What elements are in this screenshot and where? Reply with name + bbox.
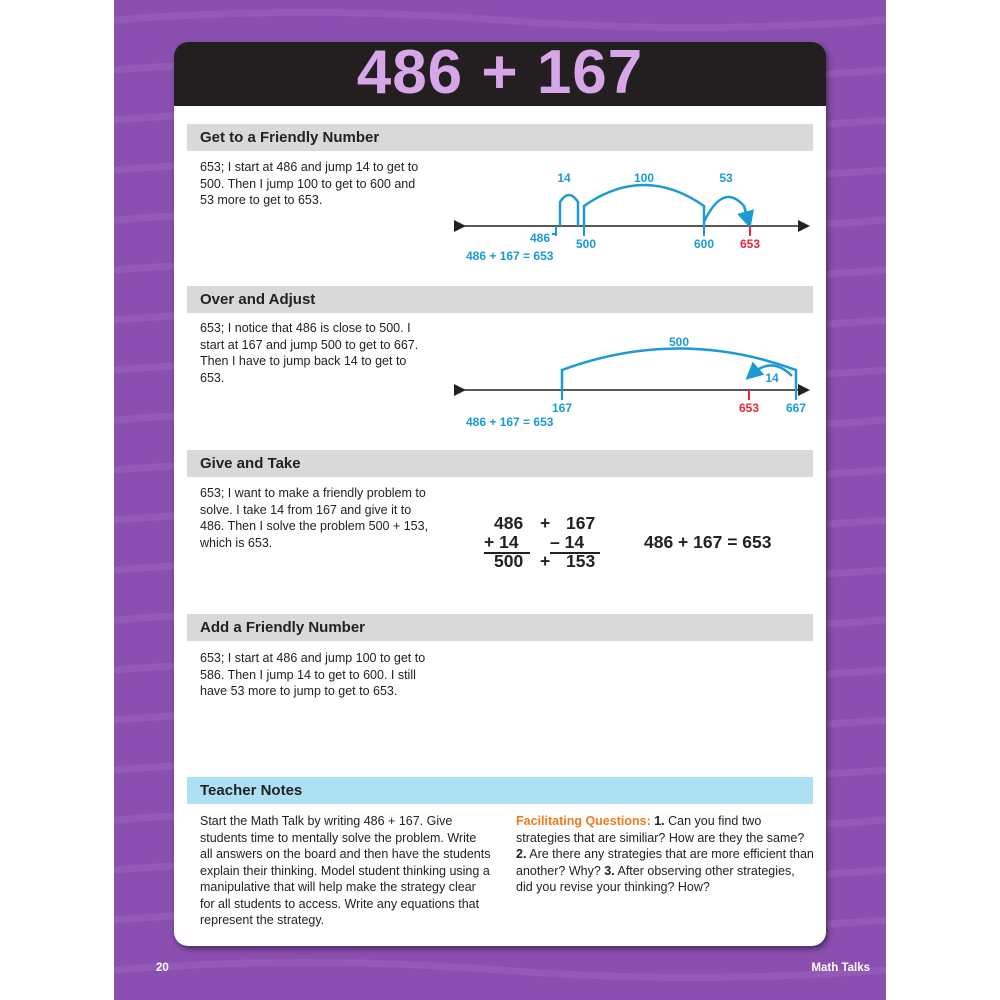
teacher-notes-left: Start the Math Talk by writing 486 + 167. Give students time to mentally solve the problem. Write all answers on the board and then have the students explain their thinking. Model student thinking using a manipulative that will help make the strategy clear for all students to access. Write any equations that represent the strategy. (200, 814, 491, 927)
diagram-equation: 486 + 167 = 653 (466, 415, 554, 429)
tick-label: 667 (785, 401, 807, 415)
tick-label: 600 (693, 237, 715, 251)
section-header-over-and-adjust (187, 286, 813, 313)
strategy-text: 653; I want to make a friendly problem to solve. I take 14 from 167 and give it to 486. Then I solve the problem 500 + 153, which is 653. (200, 486, 429, 550)
question-number: 2. (516, 847, 527, 861)
book-title: Math Talks (811, 962, 870, 974)
question-text: Are there any strategies that are more efficient than another? Why? (516, 847, 814, 878)
page-title: 486 + 167 (356, 42, 644, 107)
calc-value: 486 (494, 513, 524, 533)
strategy-text: 653; I notice that 486 is close to 500. I start at 167 and jump 500 to get to 667. Then I have to jump back 14 to get to 653. (200, 321, 419, 385)
calc-adjust: + 14 (484, 533, 530, 554)
question-text: After observing other strategies, did you revise your thinking? How? (516, 863, 795, 894)
section-header-give-and-take (187, 450, 813, 477)
give-and-take-calculation (478, 514, 610, 571)
tick-label: 167 (551, 401, 573, 415)
facilitating-questions (516, 813, 814, 896)
section-header-get-to-friendly-number (187, 124, 813, 151)
calc-operator: + (540, 551, 551, 571)
jump-label: 100 (633, 171, 655, 185)
teacher-notes-title: Teacher Notes (200, 782, 303, 799)
number-line-diagram-1 (454, 164, 814, 264)
section-title: Over and Adjust (200, 291, 316, 308)
number-line-diagram-2 (454, 332, 814, 432)
jump-label: 53 (719, 171, 733, 185)
facilitating-questions-label: Facilitating Questions: (516, 814, 651, 828)
jump-arc (584, 185, 704, 226)
tick-label: 653 (739, 237, 761, 251)
calc-value: 167 (566, 513, 596, 533)
section-title: Add a Friendly Number (200, 619, 366, 636)
tick-label: 500 (575, 237, 597, 251)
give-and-take-equation: 486 + 167 = 653 (644, 532, 772, 552)
calc-value: 500 (494, 551, 524, 571)
teacher-notes-header (187, 777, 813, 804)
calc-operator: + (540, 513, 551, 533)
question-number: 3. (604, 863, 615, 878)
jump-arc (704, 197, 748, 222)
content-card (174, 42, 826, 946)
question-number: 1. (654, 814, 665, 828)
title-bar (174, 42, 826, 106)
section-header-add-friendly-number (187, 614, 813, 641)
calc-row-3 (478, 552, 610, 571)
jump-label: 500 (668, 335, 690, 349)
jump-label: 14 (765, 371, 779, 385)
diagram-equation: 486 + 167 = 653 (466, 249, 554, 263)
section-title: Give and Take (200, 455, 301, 472)
tick-label: 653 (738, 401, 760, 415)
start-label: 486 (529, 231, 550, 245)
strategy-text: 653; I start at 486 and jump 100 to get to 586. Then I jump 14 to get to 600. I still have 53 more to jump to get to 653. (200, 651, 426, 698)
calc-row-1 (478, 514, 610, 533)
section-title: Get to a Friendly Number (200, 129, 380, 146)
calc-value: 153 (566, 551, 596, 571)
question-text: Can you find two strategies that are similiar? How are they the same? (516, 814, 805, 845)
jump-label: 14 (557, 171, 571, 185)
jump-arc (560, 195, 578, 226)
calc-adjust: – 14 (550, 533, 600, 554)
strategy-text: 653; I start at 486 and jump 14 to get to 500. Then I jump 100 to get to 600 and 53 more to get to 653. (200, 160, 419, 207)
calc-row-2 (478, 533, 610, 552)
page-number: 20 (156, 962, 169, 974)
